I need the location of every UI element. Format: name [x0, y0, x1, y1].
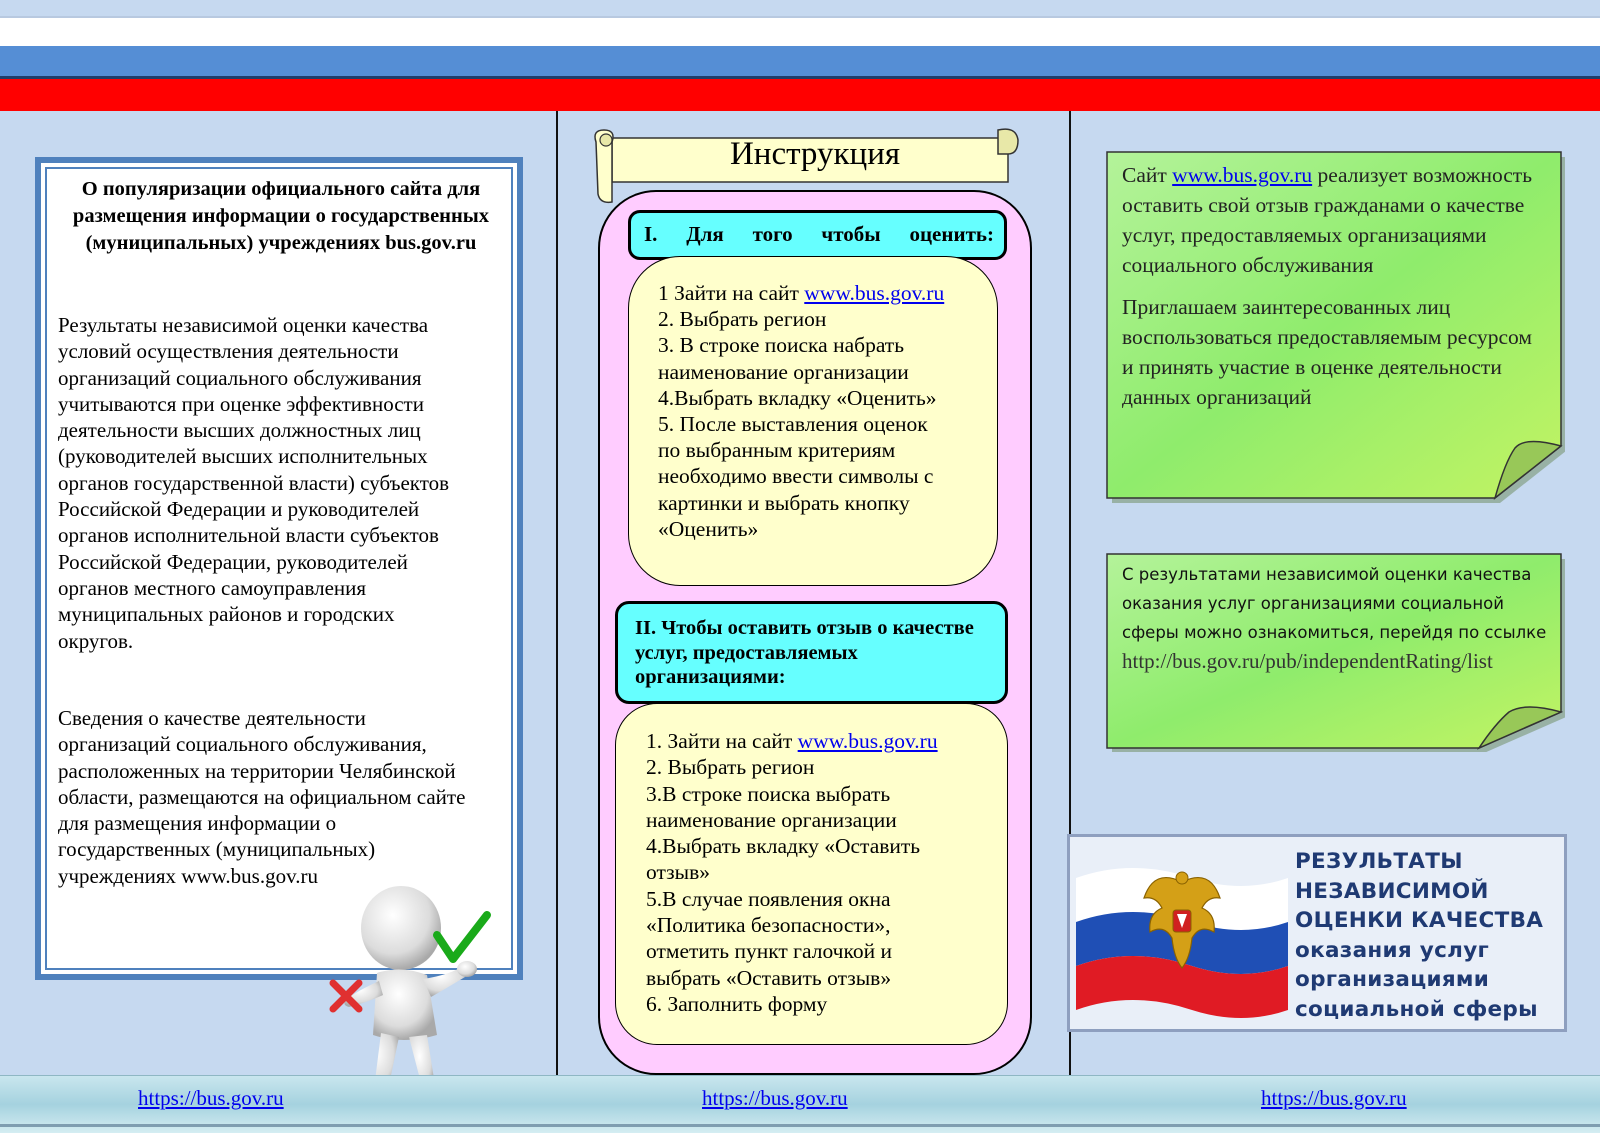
banner-title	[1295, 847, 1565, 1024]
footer-link-left[interactable]: https://bus.gov.ru	[138, 1086, 284, 1110]
section-2-heading: II. Чтобы оставить отзыв о качестве услуг, предоставляемых организациями:	[635, 617, 974, 688]
footer-link-center[interactable]: https://bus.gov.ru	[702, 1086, 848, 1110]
note-2-text	[1122, 560, 1562, 676]
banner-line-4: оказания услуг	[1295, 937, 1490, 963]
note-1-text	[1122, 160, 1542, 424]
note-1-p2: Приглашаем заинтересованных лиц воспользоваться предоставляемым ресурсом и принять участие в оценке деятельности данных организаций	[1122, 295, 1532, 409]
left-panel-paragraph-2: Сведения о качестве деятельности организаций социального обслуживания, расположенных на территории Челябинской области, размещаются на официальном сайте для размещения информации о государственных (муниципальных) учреждениях www.bus.gov.ru	[58, 706, 466, 888]
left-panel-paragraph-1: Результаты независимой оценки качества условий осуществления деятельности организаций социального обслуживания учитываются при оценке эффективности деятельности высших должностных лиц (руководителей высших исполнительных органов государственной власти) субъектов Российской Федерации и руководителей органов исполнительной власти субъектов Российской Федерации, руководителей органов местного самоуправления муниципальных районов и городских округов.	[58, 313, 450, 653]
note-2-body: С результатами независимой оценки качества оказания услуг организациями социальной сферы можно ознакомиться, перейдя по ссылке	[1122, 565, 1547, 642]
left-panel-heading: О популяризации официального сайта для размещения информации о государственных (муниципальных) учреждениях bus.gov.ru	[72, 178, 490, 254]
footer-link-right[interactable]: https://bus.gov.ru	[1261, 1086, 1407, 1110]
banner-line-6: социальной сферы	[1295, 996, 1538, 1022]
section-1-steps	[658, 280, 988, 542]
rating-list-url[interactable]: http://bus.gov.ru/pub/independentRating/list	[1122, 649, 1493, 673]
banner-line-5: организациями	[1295, 967, 1490, 992]
header-blue-stripe	[0, 46, 1600, 79]
header-red-stripe	[0, 79, 1600, 111]
instruction-title: Инструкция	[729, 136, 901, 172]
note-1-p1-suffix: реализует возможность оставить свой отзыв гражданами о качестве услуг, предоставляемых организациями социального обслуживания	[1122, 163, 1532, 277]
section-1-heading: I. Для того чтобы оценить:	[644, 222, 994, 246]
section-1-steps-rest: 2. Выбрать регион 3. В строке поиска набрать наименование организации 4.Выбрать вкладку «Оценить» 5. После выставления оценок по выбранным критериям необходимо ввести символы с картинки и выбрать кнопку «Оценить»	[658, 307, 937, 541]
russian-flag-icon	[1072, 838, 1292, 1028]
banner-line-2: НЕЗАВИСИМОЙ	[1295, 878, 1489, 904]
3d-figure-icon	[325, 885, 495, 1107]
section-1-step1-text: 1 Зайти на сайт	[658, 281, 805, 305]
section-2-site-link[interactable]: www.bus.gov.ru	[797, 729, 938, 753]
footer-bottom-line	[0, 1124, 1600, 1127]
section-2-steps	[646, 728, 996, 1017]
note-1-site-link[interactable]: www.bus.gov.ru	[1172, 163, 1313, 187]
banner-line-3: ОЦЕНКИ КАЧЕСТВА	[1295, 908, 1544, 933]
section-2-steps-rest: 2. Выбрать регион 3.В строке поиска выбрать наименование организации 4.Выбрать вкладку «Оставить отзыв» 5.В случае появления окна «Политика безопасности», отметить пункт галочкой и выбрать «Оставить отзыв» 6. Заполнить форму	[646, 755, 921, 1016]
checkmark-icon	[437, 915, 487, 959]
column-divider-left	[556, 111, 558, 1075]
banner-line-1: РЕЗУЛЬТАТЫ	[1295, 849, 1463, 874]
section-1-site-link[interactable]: www.bus.gov.ru	[804, 281, 945, 305]
note-1-p1-prefix: Сайт	[1122, 163, 1173, 187]
header-white-stripe	[0, 16, 1600, 48]
section-2-step1-text: 1. Зайти на сайт	[646, 729, 798, 753]
